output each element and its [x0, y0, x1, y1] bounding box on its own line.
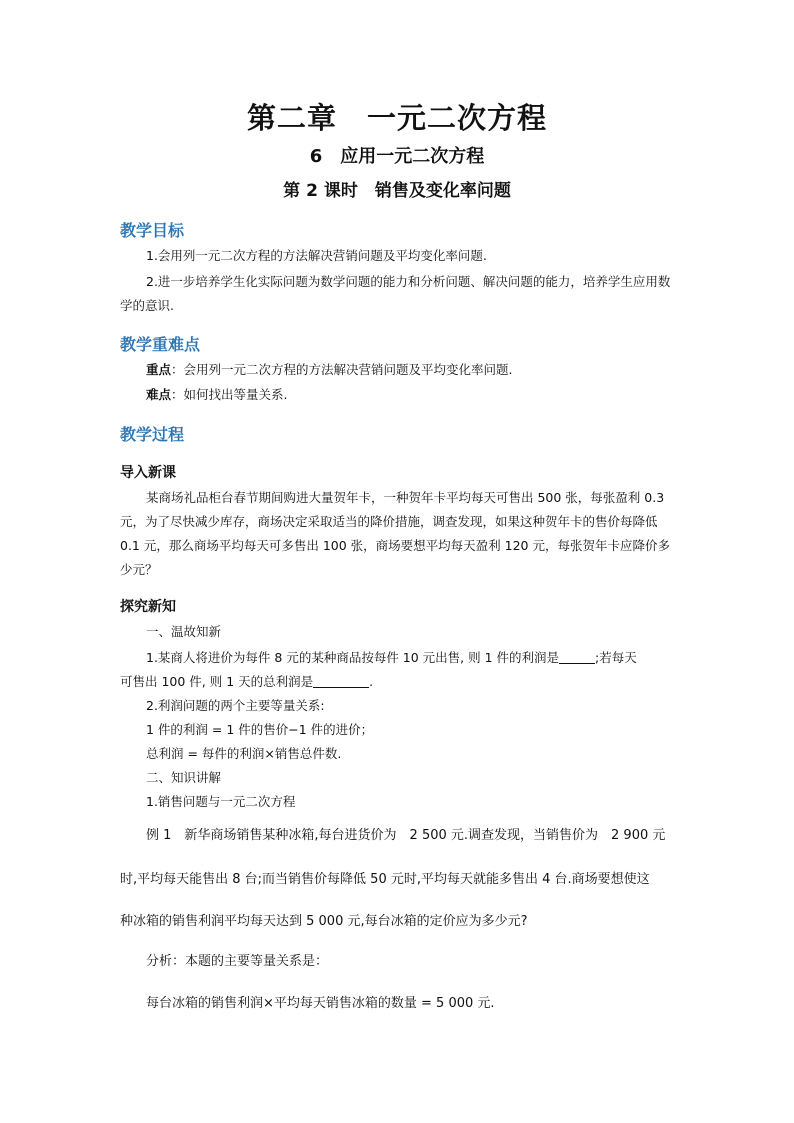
- key-label: 重点: [146, 362, 172, 377]
- q1-text-a: 1.某商人将进价为每件 8 元的某种商品按每件 10 元出售, 则 1 件的利润是: [146, 650, 560, 665]
- relation-1: 1 件的利润 = 1 件的售价−1 件的进价；: [146, 722, 374, 737]
- example-1-line1: 例 1 新华商场销售某种冰箱,每台进货价为 2 500 元.调查发现，当销售价为 2 900 元: [146, 828, 666, 843]
- question-2: 2.利润问题的两个主要等量关系:: [146, 698, 325, 713]
- chapter-title: 第二章 一元二次方程: [246, 101, 547, 135]
- q1-text-d: .: [369, 674, 374, 689]
- relation-2: 总利润 = 每件的利润×销售总件数.: [146, 746, 342, 761]
- analysis-text: 分析：本题的主要等量关系是：: [146, 954, 329, 969]
- question-1-line1: [146, 646, 637, 670]
- lesson-title: 第 2 课时 销售及变化率问题: [283, 181, 511, 201]
- explore-heading: 探究新知: [120, 599, 176, 615]
- key-text: ：会用列一元二次方程的方法解决营销问题及平均变化率问题.: [171, 362, 513, 377]
- keypoints-heading: 教学重难点: [120, 335, 201, 354]
- hard-text: ：如何找出等量关系.: [171, 387, 288, 402]
- answer-blank-1[interactable]: [559, 649, 595, 664]
- intro-text: 某商场礼品柜台春节期间购进大量贺年卡，一种贺年卡平均每天可售出 500 张，每张盈利 0.3 元，为了尽快减少库存，商场决定采取适当的降价措施，调查发现，如果这种贺年卡的售价每降低 0.1 元，那么商场平均每天可多售出 100 张，商场要想平均每天盈利 120 元，每张贺年卡应降价多少元？: [120, 490, 670, 577]
- explain-title: 二、知识讲解: [146, 770, 222, 785]
- answer-blank-2[interactable]: [313, 673, 369, 688]
- section-title: 6 应用一元二次方程: [309, 146, 485, 167]
- topic-1: 1.销售问题与一元二次方程: [146, 794, 296, 809]
- relation-statement: 每台冰箱的销售利润×平均每天销售冰箱的数量 = 5 000 元.: [146, 996, 495, 1011]
- intro-heading: 导入新课: [120, 465, 176, 481]
- question-1-line2: [120, 670, 680, 694]
- hard-point: [120, 383, 680, 407]
- example-1-line3: 种冰箱的销售利润平均每天达到 5 000 元,每台冰箱的定价应为多少元?: [120, 914, 528, 929]
- objective-1: 1.会用列一元二次方程的方法解决营销问题及平均变化率问题.: [146, 248, 487, 263]
- key-point: [120, 358, 680, 382]
- hard-label: 难点: [146, 387, 172, 402]
- objective-2: 2.进一步培养学生化实际问题为数学问题的能力和分析问题、解决问题的能力，培养学生应用数学的意识.: [120, 274, 671, 313]
- objectives-heading: 教学目标: [120, 221, 185, 240]
- review-title: 一、温故知新: [146, 624, 222, 639]
- q1-text-b: ;若每天: [595, 650, 637, 665]
- example-1-line2: 时,平均每天能售出 8 台;而当销售价每降低 50 元时,平均每天就能多售出 4 台.商场要想使这: [120, 872, 650, 887]
- q1-text-c: 可售出 100 件, 则 1 天的总利润是: [120, 674, 314, 689]
- process-heading: 教学过程: [120, 425, 185, 444]
